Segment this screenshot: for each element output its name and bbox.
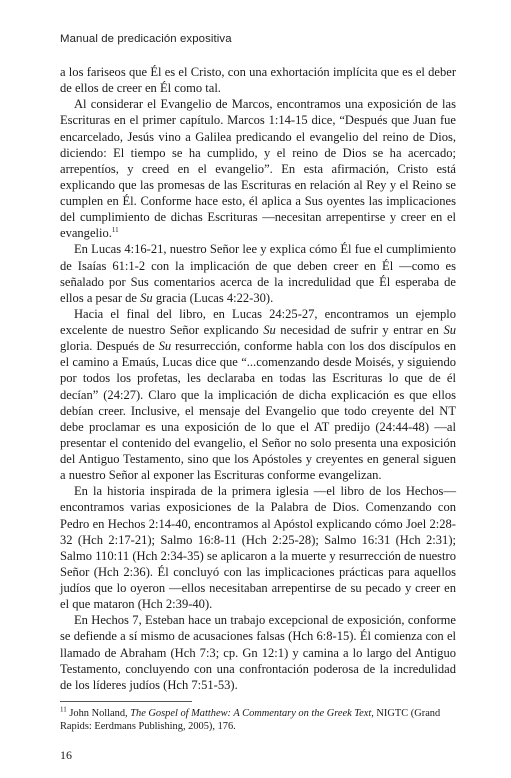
paragraph bbox=[60, 96, 456, 241]
paragraph-text: a los fariseos que Él es el Cristo, con una exhortación implícita que es el deber de ellos de creer en Él como tal. bbox=[60, 65, 456, 96]
emphasis-text: Su bbox=[443, 323, 456, 337]
paragraph-text: En la historia inspirada de la primera iglesia —el libro de los Hechos— encontramos varias exposiciones de la Palabra de Dios. Comenzando con Pedro en Hechos 2:14-40, encontramos al Apóstol explicando cómo Joel 2:28-32 (Hch 2:17-21); Salmo 16:8-11 (Hch 2:25-28); Salmo 16:31 (Hch 2:31); Salmo 110:11 (Hch 2:34-35) se aplicaron a la muerte y resurrección de nuestro Señor (Hch 2:36). Él concluyó con las implicaciones prácticas para aquellos judíos que lo oyeron —ellos necesitaban arrepentirse de su pecado y creer en el que mataron (Hch 2:39-40). bbox=[60, 484, 456, 612]
paragraph bbox=[60, 64, 456, 96]
paragraph-text: Al considerar el Evangelio de Marcos, encontramos una exposición de las Escrituras en el primer capítulo. Marcos 1:14-15 dice, “Después que Juan fue encarcelado, Jesús vino a Galilea predicando el evangelio del reino de Dios, diciendo: El tiempo se ha cumplido, y el reino de Dios se ha acercado; arrepentíos, y creed en el evangelio”. En esta afirmación, Cristo está explicando que las promesas de las Escrituras en relación al Rey y el Reino se cumplen en Él. Conforme hace esto, él aplica a Sus oyentes las implicaciones del cumplimiento de dichas Escrituras —necesitan arrepentirse y creer en el evangelio. bbox=[60, 97, 456, 241]
paragraph bbox=[60, 483, 456, 612]
paragraph-text: resurrección, conforme habla con los dos discípulos en el camino a Emaús, Lucas dice que “...comenzando desde Moisés, y siguiendo por todos los profetas, les declaraba en todas las Escrituras lo que de él decían” (24:27). Claro que la implicación de dicha explicación es que ellos debían creer. Inclusive, el mensaje del Evangelio que todo creyente del NT debe proclamar es una exposición de lo que el AT predijo (24:44-48) —al presentar el contenido del evangelio, el Señor no solo presenta una exposición del Antiguo Testamento, sino que los Apóstoles y creyentes en general siguen a nuestro Señor al exponer las Escrituras conforme evangelizan. bbox=[60, 339, 456, 483]
paragraph bbox=[60, 306, 456, 483]
footnote-reference[interactable]: 11 bbox=[111, 226, 119, 235]
paragraph bbox=[60, 612, 456, 693]
footnote-author: John Nolland, bbox=[66, 708, 131, 719]
footnote-number: 11 bbox=[60, 705, 67, 714]
footnote bbox=[60, 707, 456, 733]
paragraph-text: En Lucas 4:16-21, nuestro Señor lee y explica cómo Él fue el cumplimiento de Isaías 61:1-2 con la implicación de que deben creer en Él —como es señalado por Sus comentarios acerca de la incredulidad que Él esperaba de ellos a pesar de bbox=[60, 242, 456, 305]
footnote-book-title: The Gospel of Matthew: A Commentary on the Greek Text bbox=[130, 708, 372, 719]
body-text bbox=[60, 64, 456, 693]
page-number: 16 bbox=[60, 748, 72, 762]
running-head: Manual de predicación expositiva bbox=[60, 33, 232, 45]
paragraph-text: gloria. Después de bbox=[60, 339, 159, 354]
footnote-divider bbox=[60, 701, 192, 702]
emphasis-text: Su bbox=[158, 339, 172, 354]
paragraph-text: Hacia el final del libro, en Lucas 24:25-27, encontramos un ejemplo excelente de nuestro Señor explicando bbox=[60, 306, 456, 337]
paragraph bbox=[60, 241, 456, 306]
paragraph-text: gracia (Lucas 4:22-30). bbox=[152, 290, 274, 305]
emphasis-text: Su bbox=[263, 323, 276, 337]
emphasis-text: Su bbox=[140, 290, 153, 305]
paragraph-text: En Hechos 7, Esteban hace un trabajo excepcional de exposición, conforme se defiende a sí mismo de acusaciones falsas (Hch 6:8-15). Él comienza con el llamado de Abraham (Hch 7:3; cp. Gn 12:1) y camina a lo largo del Antiguo Testamento, concluyendo con una confrontación poderosa de la incredulidad de los líderes judíos (Hch 7:51-53). bbox=[60, 613, 456, 692]
footnote-citation: , NIGTC (Grand Rapids: Eerdmans Publishing, 2005), 176. bbox=[60, 708, 441, 733]
paragraph-text: necesidad de sufrir y entrar en bbox=[275, 323, 444, 337]
